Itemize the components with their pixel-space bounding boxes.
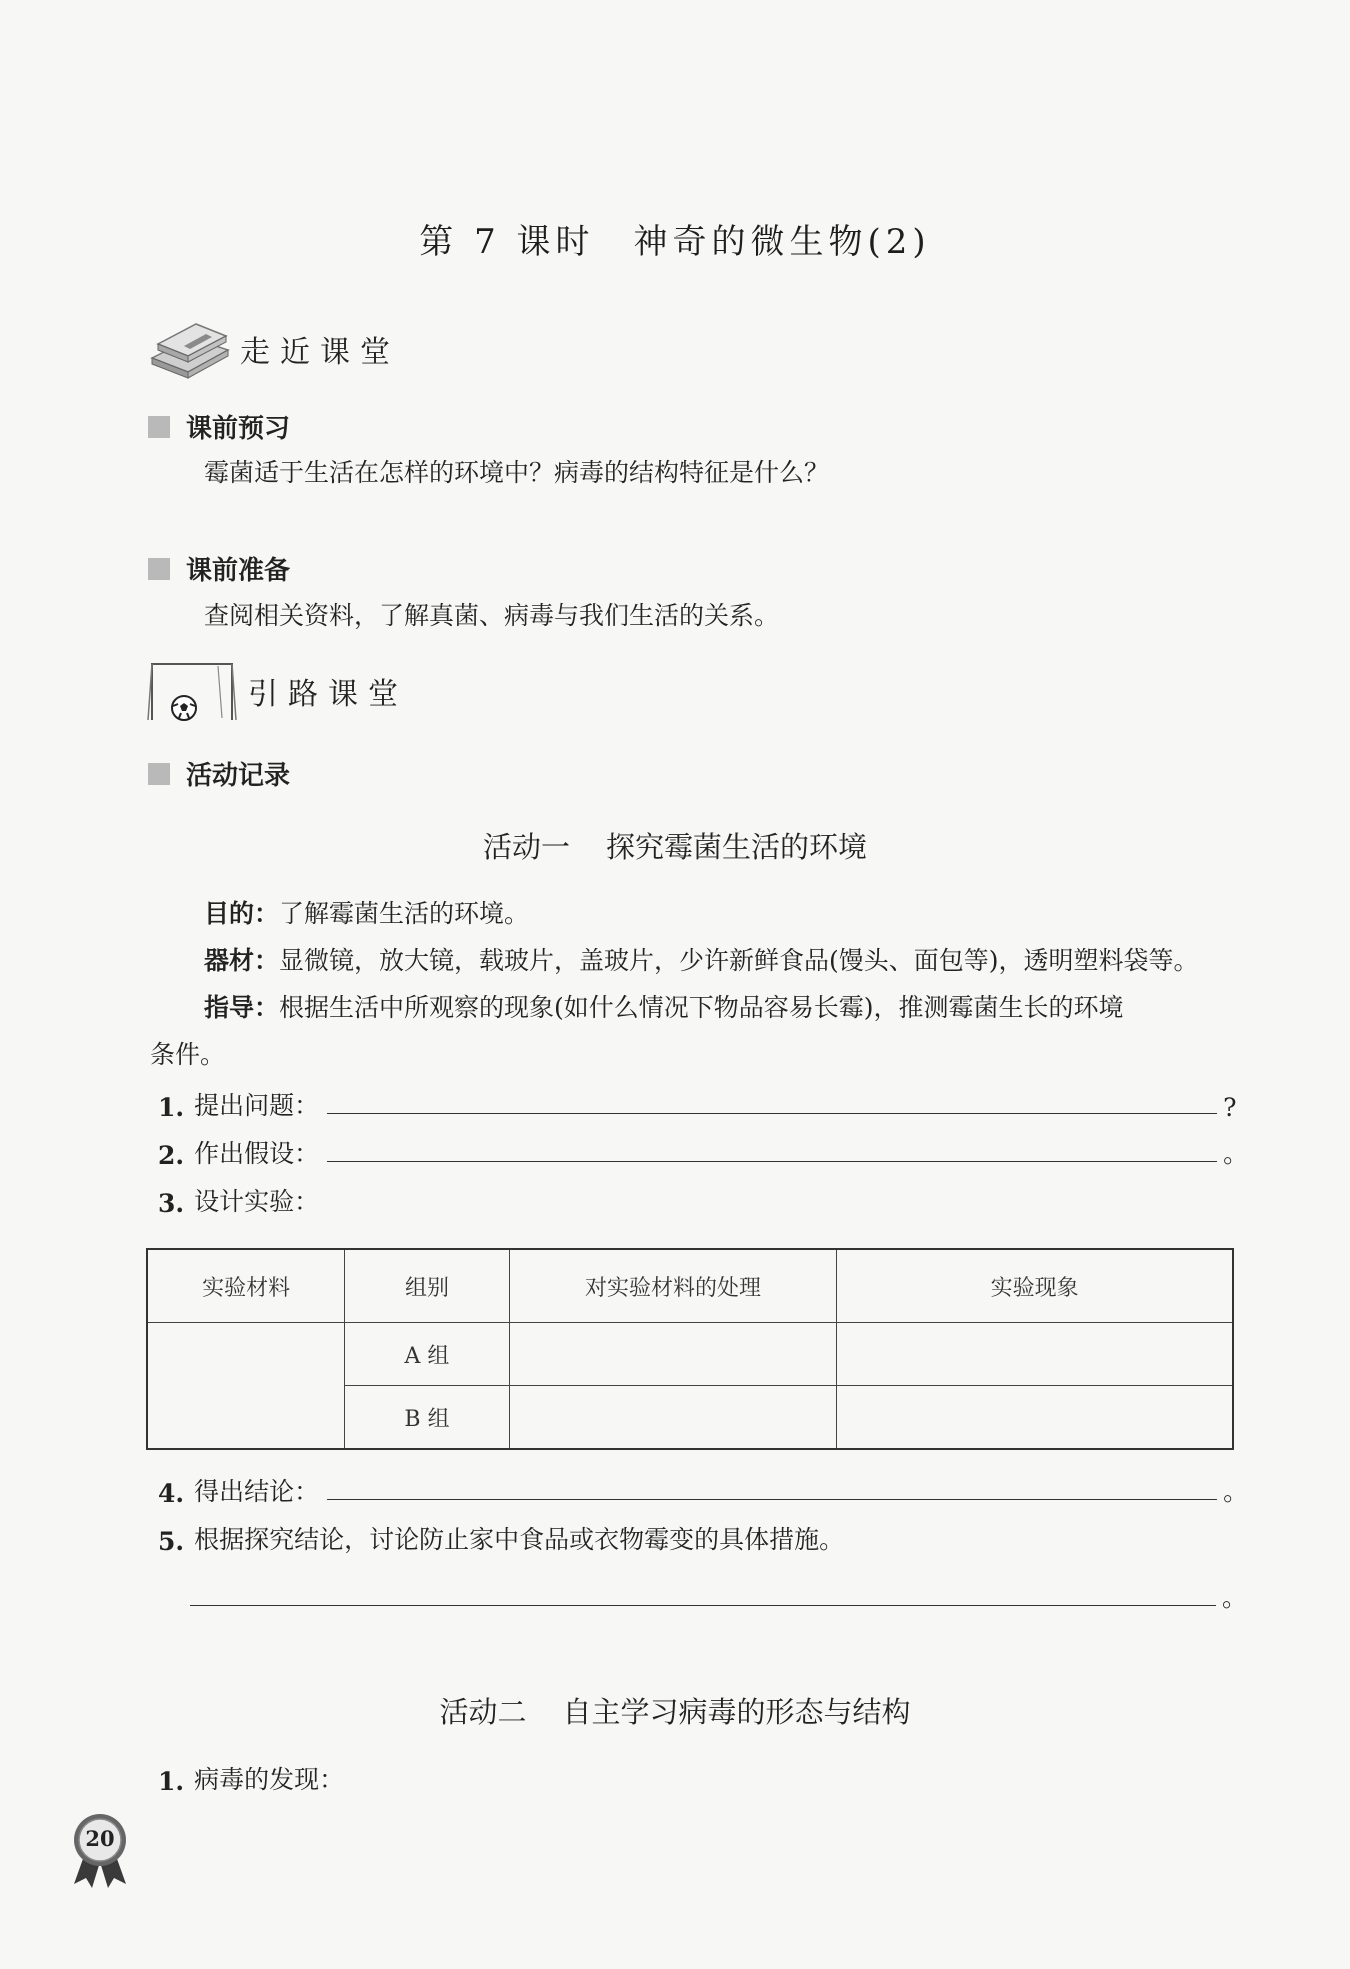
question-label: 病毒的发现： bbox=[194, 1765, 345, 1794]
answer-blank-q4[interactable] bbox=[327, 1498, 1217, 1500]
question-number: 4. bbox=[158, 1479, 185, 1508]
question-2-row bbox=[158, 1134, 1248, 1170]
group-b-cell: B 组 bbox=[345, 1386, 510, 1450]
section-square-icon bbox=[148, 416, 170, 438]
heading-text: 活动记录 bbox=[186, 761, 291, 791]
header-material: 实验材料 bbox=[147, 1249, 345, 1323]
question-end-mark: 。 bbox=[1222, 1583, 1248, 1612]
preview-text: 霉菌适于生活在怎样的环境中？病毒的结构特征是什么？ bbox=[204, 458, 830, 487]
materials-label: 器材： bbox=[204, 946, 280, 975]
guide-line bbox=[204, 990, 1124, 1026]
activity1-name: 探究霉菌生活的环境 bbox=[606, 830, 868, 864]
table-row bbox=[147, 1323, 1233, 1386]
header-treatment: 对实验材料的处理 bbox=[509, 1249, 836, 1323]
question-label: 作出假设： bbox=[194, 1139, 320, 1168]
purpose-text: 了解霉菌生活的环境。 bbox=[279, 899, 530, 928]
question-number: 1. bbox=[158, 1767, 185, 1796]
question-label: 设计实验： bbox=[194, 1187, 320, 1216]
question-label: 得出结论： bbox=[194, 1477, 320, 1506]
activity2-number: 活动二 bbox=[439, 1695, 527, 1729]
phenomenon-cell-a[interactable] bbox=[837, 1323, 1233, 1386]
question-5-answer-row bbox=[190, 1578, 1247, 1614]
banner-guided-classroom bbox=[146, 656, 408, 726]
activity2-name: 自主学习病毒的形态与结构 bbox=[562, 1695, 911, 1729]
guide-text-continued: 条件。 bbox=[150, 1040, 226, 1069]
treatment-cell-a[interactable] bbox=[509, 1323, 836, 1386]
answer-blank-q2[interactable] bbox=[327, 1160, 1217, 1162]
answer-blank-q1[interactable] bbox=[327, 1112, 1217, 1114]
banner-approach-classroom bbox=[148, 318, 400, 380]
treatment-cell-b[interactable] bbox=[509, 1386, 836, 1450]
table-header-row bbox=[147, 1249, 1233, 1323]
question-number: 3. bbox=[158, 1189, 185, 1218]
experiment-table bbox=[146, 1248, 1234, 1450]
guide-text: 根据生活中所观察的现象(如什么情况下物品容易长霉)，推测霉菌生长的环境 bbox=[279, 993, 1124, 1022]
answer-blank-q5[interactable] bbox=[190, 1604, 1216, 1606]
group-a-cell: A 组 bbox=[345, 1323, 510, 1386]
page-number-badge bbox=[70, 1812, 130, 1892]
prep-text: 查阅相关资料，了解真菌、病毒与我们生活的关系。 bbox=[204, 601, 780, 630]
heading-text: 课前准备 bbox=[186, 556, 291, 586]
lesson-title: 第 7 课时 神奇的微生物(2) bbox=[419, 222, 931, 262]
header-group: 组别 bbox=[345, 1249, 510, 1323]
activity1-title bbox=[0, 825, 1350, 866]
guide-label: 指导： bbox=[204, 993, 280, 1022]
question-label: 根据探究结论，讨论防止家中食品或衣物霉变的具体措施。 bbox=[194, 1525, 845, 1554]
heading-text: 课前预习 bbox=[186, 414, 291, 444]
page-number: 20 bbox=[85, 1826, 115, 1851]
question-label: 提出问题： bbox=[194, 1091, 320, 1120]
purpose-label: 目的： bbox=[204, 899, 280, 928]
question-number: 1. bbox=[158, 1093, 185, 1122]
soccer-goal-icon bbox=[146, 656, 238, 726]
question-4-row bbox=[158, 1472, 1248, 1508]
section-prep-heading bbox=[148, 550, 290, 587]
purpose-line bbox=[204, 896, 529, 932]
question-1-row bbox=[158, 1086, 1237, 1122]
activity2-question-1-row bbox=[158, 1760, 344, 1796]
section-square-icon bbox=[148, 763, 170, 785]
materials-line bbox=[204, 943, 1199, 979]
banner-text: 走近课堂 bbox=[240, 335, 400, 370]
question-number: 2. bbox=[158, 1141, 185, 1170]
header-phenomenon: 实验现象 bbox=[837, 1249, 1233, 1323]
activity2-title bbox=[0, 1690, 1350, 1731]
question-5-row bbox=[158, 1520, 844, 1556]
section-preview-heading bbox=[148, 408, 290, 445]
question-end-mark: 。 bbox=[1223, 1477, 1249, 1506]
books-icon bbox=[148, 318, 230, 380]
banner-text: 引路课堂 bbox=[248, 677, 408, 712]
phenomenon-cell-b[interactable] bbox=[837, 1386, 1233, 1450]
question-3-row bbox=[158, 1182, 319, 1218]
activity1-number: 活动一 bbox=[482, 830, 570, 864]
materials-text: 显微镜，放大镜，载玻片，盖玻片，少许新鲜食品(馒头、面包等)，透明塑料袋等。 bbox=[279, 946, 1199, 975]
question-end-mark: 。 bbox=[1223, 1139, 1249, 1168]
section-square-icon bbox=[148, 558, 170, 580]
question-number: 5. bbox=[158, 1527, 185, 1556]
section-records-heading bbox=[148, 755, 290, 792]
material-cell[interactable] bbox=[147, 1323, 345, 1450]
question-end-mark: ? bbox=[1223, 1093, 1237, 1122]
